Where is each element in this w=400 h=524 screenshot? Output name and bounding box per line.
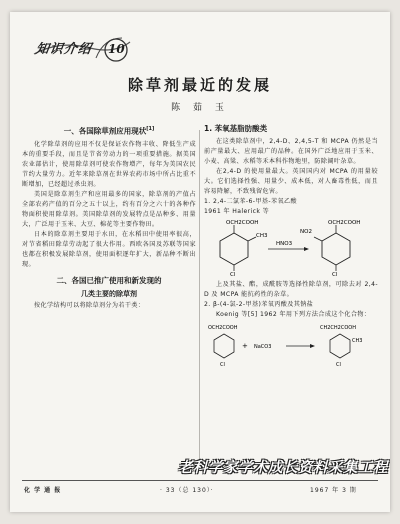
section2-paragraph: 按化学结构可以将除草剂分为若干类： bbox=[34, 301, 145, 309]
reaction-scheme-2 bbox=[204, 322, 378, 368]
right-column bbox=[204, 124, 378, 476]
scheme2-reactant-top: OCH2COOH bbox=[208, 325, 238, 331]
column-badge-label: 知识介绍 bbox=[34, 42, 93, 57]
reaction-scheme-1 bbox=[204, 219, 378, 277]
right-paragraph-1: 在这类除草剂中，2,4-D、2,4,5-T 和 MCPA 仍然是当前产量最大、应用最广的品种。在国外广泛地应用于玉米、小麦、高粱、水稻等禾本科作物地里，防除阔叶杂草。 bbox=[204, 138, 378, 165]
left-paragraph-1: 化学除草剂的应用不仅是保证农作物丰收、降低生产成本的重要手段，而且是节省劳动力的一项重要措施。据美国农业部估计，使用除草剂可使农作物增产，每年为美国农民节约大量劳力。近年来除草剂在世界农药市场中所占比重不断增加，已经超过杀虫剂。 bbox=[22, 140, 196, 188]
journal-page bbox=[10, 12, 390, 512]
section2-heading: 二、各国已推广使用和新发现的 bbox=[56, 275, 162, 285]
left-column bbox=[22, 124, 196, 476]
item2-label: 2. β-(4-氯-2-甲基)苯氧丙酸及其钠盐 bbox=[204, 301, 314, 308]
column-badge bbox=[30, 32, 134, 66]
article-author: 陈 茹 玉 bbox=[171, 103, 229, 113]
scheme1-substituent-ch3: CH3 bbox=[256, 233, 268, 239]
scheme2-reactant-cl: Cl bbox=[220, 362, 225, 368]
column-divider bbox=[199, 130, 200, 470]
section1-heading-text: 一、各国除草剂应用现状 bbox=[63, 126, 147, 136]
item1-ref: 1961 年 Halerick 等 bbox=[204, 208, 270, 215]
footer-page-number: · 33（总 130）· bbox=[160, 487, 214, 494]
column-badge-number: 10 bbox=[108, 42, 125, 56]
left-paragraph-3: 日本的除草剂主要用于水田，在水稻田中使用率很高，对节省稻田除草劳动起了很大作用。西欧各国及苏联等国家也都在积极发展除草剂，使用面积逐年扩大，新品种不断出现。 bbox=[22, 230, 196, 268]
right-paragraph-3: 上及其盐、酯，成酰胺等选择性除草剂，可除去对 2,4-D 及 MCPA 能抗药性的杂草。 bbox=[204, 281, 378, 298]
watermark-overlay: 老科学家学术成长资料采集工程 bbox=[178, 459, 388, 476]
scheme2-reagent: NaCO3 bbox=[254, 344, 272, 350]
scheme1-product-no2: NO2 bbox=[300, 229, 312, 235]
footer-issue-date: 1967 年 3 期 bbox=[310, 487, 357, 494]
scheme1-substituent-top: OCH2COOH bbox=[226, 220, 259, 226]
right-paragraph-2: 在2,4-D 的使用量最大。英国国内对 MCPA 的用量较大。它们选择性强、用量少、成本低，对人畜毒性低，而且容易降解，不致残留危害。 bbox=[204, 168, 378, 195]
scheme2-product-top: CH2CH2COOH bbox=[320, 325, 356, 331]
item1-label: 1. 2,4-二氯苯-6-甲基-苯氧乙酸 bbox=[204, 198, 297, 205]
scheme1-reagent: HNO3 bbox=[276, 241, 293, 247]
section1-ref: [1] bbox=[146, 126, 155, 132]
scheme1-product-cl: Cl bbox=[332, 272, 338, 277]
scheme2-plus: + bbox=[242, 342, 248, 350]
section2-subheading: 几类主要的除草剂 bbox=[81, 289, 137, 298]
scheme1-product-top: OCH2COOH bbox=[328, 220, 361, 226]
footer-journal: 化 学 通 报 bbox=[24, 487, 62, 494]
right-section-heading: 1. 苯氧基脂肪酸类 bbox=[204, 124, 268, 133]
scheme1-substituent-cl: Cl bbox=[230, 272, 236, 277]
left-paragraph-2: 美国是除草剂生产和应用最多的国家，除草剂的产值占全部农药产值的百分之五十以上，约有百分之六十的各种作物面积使用除草剂。美国除草剂的发展特点是品种多、用量大，广泛用于玉米、大豆、棉花等主要作物田。 bbox=[22, 190, 196, 228]
section1-heading bbox=[22, 124, 196, 137]
scheme2-product-cl: Cl bbox=[336, 362, 341, 368]
article-title: 除草剂最近的发展 bbox=[127, 76, 272, 94]
scheme2-product-ch3: CH3 bbox=[352, 338, 363, 344]
item2-text: Koenig 等[5] 1962 年用下列方法合成这个化合物： bbox=[216, 311, 371, 318]
